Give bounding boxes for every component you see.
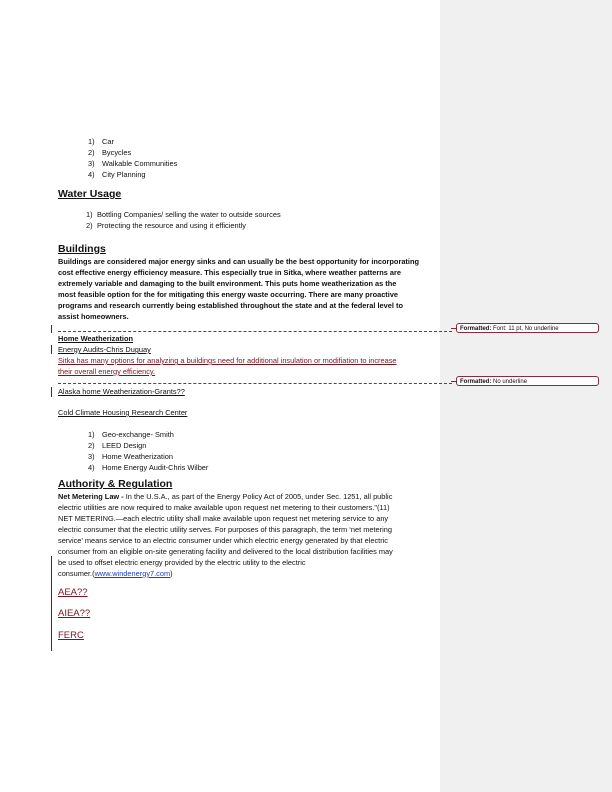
list-item: 2) Bycycles <box>88 148 132 157</box>
paragraph-line: Buildings are considered major energy sinks and can usually be the best opportunity for incorporating <box>58 257 419 266</box>
windenergy-link[interactable]: www.windenergy7.com <box>94 569 171 578</box>
text-line: Alaska home Weatherization-Grants?? <box>58 387 185 396</box>
markup-pane <box>440 0 612 792</box>
comment-connector <box>58 331 452 332</box>
list-item: 4) City Planning <box>88 170 146 179</box>
paragraph-line: electric utilities are now required to make available upon request net metering to their customers."(11) <box>58 503 390 512</box>
paragraph-line: consumer from an eligible on-site generating facility and delivered to the local distribution facilities may <box>58 547 393 556</box>
paragraph-line: service’ means service to an electric consumer under which electric energy generated by that electric <box>58 536 388 545</box>
list-item: 4) Home Energy Audit-Chris Wilber <box>88 463 209 472</box>
heading-buildings: Buildings <box>58 243 106 255</box>
change-bar <box>51 345 52 354</box>
paragraph-line: Net Metering Law - In the U.S.A., as part of the Energy Policy Act of 2005, under Sec. 1251, all public <box>58 492 393 501</box>
list-item: 1) Geo-exchange- Smith <box>88 430 174 439</box>
inserted-text: AIEA?? <box>58 608 91 619</box>
comment-balloon[interactable]: Formatted: Font: 11 pt, No underline <box>456 323 599 333</box>
paragraph-line: NET METERING.—each electric utility shall make available upon request net metering service to any <box>58 514 389 523</box>
change-bar <box>51 387 52 397</box>
paragraph-line: cost effective energy efficiency measure. This especially true in Sitka, where weather patterns are <box>58 268 401 277</box>
comment-balloon[interactable]: Formatted: No underline <box>456 376 599 386</box>
text-line: Energy Audits-Chris Duguay <box>58 345 151 354</box>
list-item: 3) Walkable Communities <box>88 159 178 168</box>
inserted-text: AEA?? <box>58 587 88 598</box>
list-item: 2) LEED Design <box>88 441 147 450</box>
inserted-text: FERC <box>58 630 84 641</box>
inserted-text: Sitka has many options for analyzing a buildings need for additional insulation or modifiation to increase <box>58 356 397 365</box>
list-item: 3) Home Weatherization <box>88 452 173 461</box>
paragraph-line: be used to offset electric energy provided by the electric utility to the electric <box>58 558 306 567</box>
heading-authority: Authority & Regulation <box>58 478 173 490</box>
paragraph-line: consumer.(www.windenergy7.com) <box>58 569 173 578</box>
list-item: 1) Bottling Companies/ selling the water to outside sources <box>86 210 281 219</box>
list-item: 2) Protecting the resource and using it efficiently <box>86 221 246 230</box>
list-item: 1) Car <box>88 137 114 146</box>
paragraph-line: most feasible option for the for mitigating this energy waste occurring. There are many proactive <box>58 290 399 299</box>
paragraph-line: electric consumer that the electric utility serves. For purposes of this paragraph, the term ‘net metering <box>58 525 392 534</box>
text-line: Cold Climate Housing Research Center <box>58 408 188 417</box>
inserted-text: their overall energy efficiency. <box>58 367 156 376</box>
subheading: Home Weatherization <box>58 334 134 343</box>
comment-connector <box>58 383 452 384</box>
paragraph-line: programs and research currently being established throughout the state and at the federal level to <box>58 301 403 310</box>
heading-water-usage: Water Usage <box>58 188 122 200</box>
paragraph-line: extremely variable and damaging to the built environment. This puts home weatherization as the <box>58 279 397 288</box>
paragraph-line: assist homeowners. <box>58 312 129 321</box>
change-bar <box>51 325 52 333</box>
change-bar <box>51 556 52 651</box>
